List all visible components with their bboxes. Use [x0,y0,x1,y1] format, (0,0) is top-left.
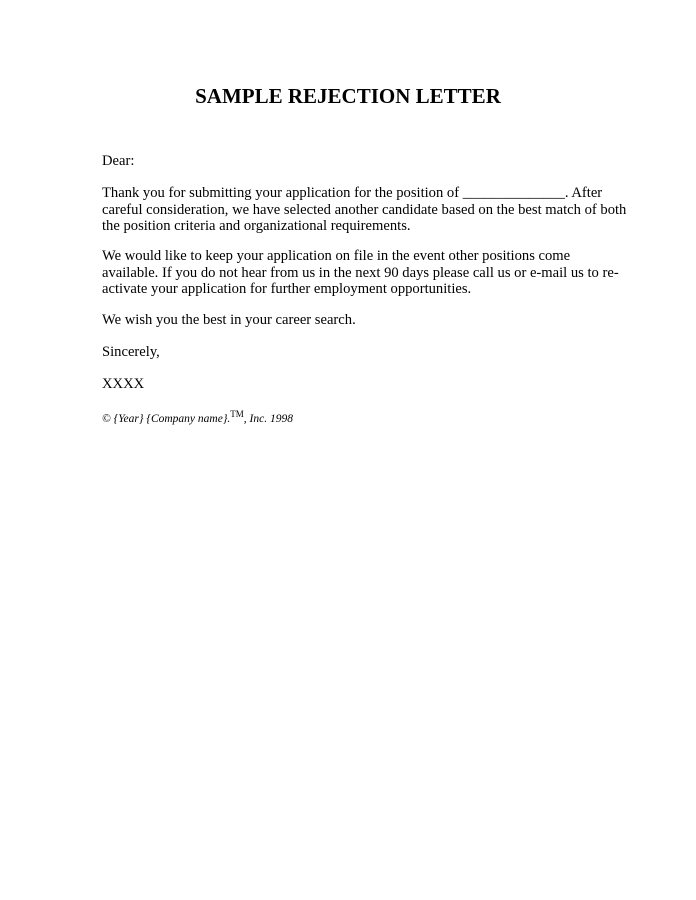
paragraph-best-wishes: We wish you the best in your career search. [102,312,356,328]
paragraph-line: the position criteria and organizational requirements. [102,218,411,234]
paragraph-line: careful consideration, we have selected another candidate based on the best match of both [102,201,627,218]
paragraph-line: Thank you for submitting your application for the position of ______________. After [102,185,603,201]
page-title: SAMPLE REJECTION LETTER [195,84,501,108]
copyright-prefix: © {Year} {Company name}. [102,413,231,425]
paragraph-line: activate your application for further employment opportunities. [102,281,472,297]
trademark-symbol: TM [230,409,244,419]
paragraph-line: available. If you do not hear from us in the next 90 days please call us or e-mail us to re- [102,264,619,281]
signature: XXXX [102,376,145,392]
salutation: Dear: [102,153,135,169]
paragraph-application-status [102,185,627,235]
closing: Sincerely, [102,344,160,360]
paragraph-line: We would like to keep your application on file in the event other positions come [102,248,571,264]
copyright-suffix: , Inc. 1998 [243,413,293,425]
copyright-footer [102,404,293,429]
paragraph-file-retention [102,248,619,298]
